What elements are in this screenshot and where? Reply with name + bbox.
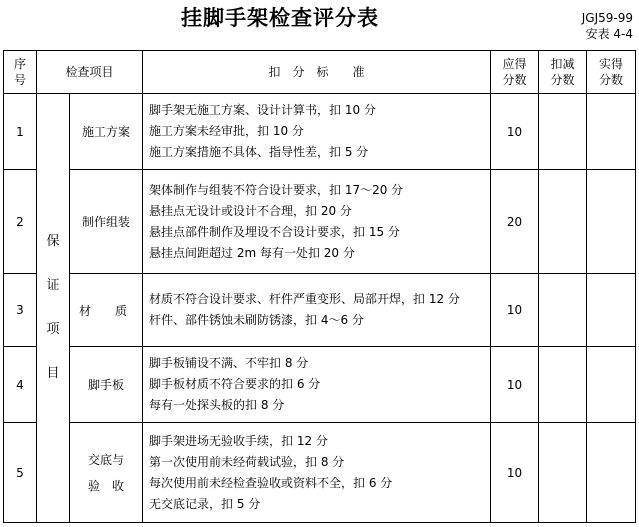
- table-row: [4, 347, 636, 423]
- row-item: 脚手板: [70, 347, 143, 423]
- row-item-line: 交底与: [88, 452, 125, 467]
- criteria-line: 脚手架进场无验收手续，扣 12 分: [149, 433, 328, 448]
- header-actual-score: 实得分数: [587, 51, 636, 94]
- row-criteria: [143, 347, 491, 423]
- criteria-line: 脚手架无施工方案、设计计算书，扣 10 分: [149, 103, 376, 117]
- row-should-score: 10: [491, 274, 539, 347]
- row-seq: 3: [4, 274, 37, 347]
- row-deduct-score[interactable]: [539, 274, 587, 347]
- row-seq: 5: [4, 423, 37, 523]
- criteria-line: 杆件、部件锈蚀未刷防锈漆，扣 4～6 分: [149, 313, 364, 327]
- row-seq: 2: [4, 170, 37, 274]
- table-row: [4, 423, 636, 523]
- header-criteria: 扣 分 标 准: [143, 51, 491, 94]
- group-label: [37, 94, 70, 523]
- row-criteria: [143, 423, 491, 523]
- criteria-line: 悬挂点无设计或设计不合理，扣 20 分: [149, 203, 352, 218]
- row-item: 制作组装: [70, 170, 143, 274]
- row-item-line: 验 收: [88, 478, 125, 493]
- header-deduct-score: 扣减分数: [539, 51, 587, 94]
- row-should-score: 10: [491, 347, 539, 423]
- group-label-char: 项: [46, 322, 60, 337]
- row-deduct-score[interactable]: [539, 170, 587, 274]
- standard-code: JGJ59-99: [581, 11, 633, 25]
- header-row: [4, 51, 636, 94]
- header-item: 检查项目: [37, 51, 143, 94]
- row-criteria: [143, 94, 491, 170]
- row-actual-score[interactable]: [587, 274, 636, 347]
- standard-code-block: [582, 10, 633, 42]
- row-actual-score[interactable]: [587, 170, 636, 274]
- row-deduct-score[interactable]: [539, 423, 587, 523]
- table-row: [4, 170, 636, 274]
- criteria-line: 悬挂点间距超过 2m 每有一处扣 20 分: [149, 245, 355, 260]
- header-seq: 序号: [4, 51, 37, 94]
- row-actual-score[interactable]: [587, 94, 636, 170]
- criteria-line: 每有一处探头板的扣 8 分: [149, 398, 285, 412]
- group-label-char: 目: [46, 366, 60, 381]
- table-row: [4, 274, 636, 347]
- group-label-char: 证: [46, 278, 60, 293]
- row-seq: 4: [4, 347, 37, 423]
- group-label-char: 保: [46, 234, 60, 249]
- row-deduct-score[interactable]: [539, 347, 587, 423]
- row-should-score: 10: [491, 423, 539, 523]
- row-actual-score[interactable]: [587, 423, 636, 523]
- criteria-line: 材质不符合设计要求、杆件严重变形、局部开焊，扣 12 分: [149, 292, 460, 306]
- table-row: [4, 94, 636, 170]
- criteria-line: 施工方案未经审批，扣 10 分: [149, 124, 304, 138]
- criteria-line: 脚手板铺设不满、不牢扣 8 分: [149, 356, 309, 370]
- row-deduct-score[interactable]: [539, 94, 587, 170]
- row-item: [70, 423, 143, 523]
- page-title: 挂脚手架检查评分表: [181, 6, 379, 30]
- row-should-score: 10: [491, 94, 539, 170]
- row-item: 施工方案: [70, 94, 143, 170]
- table-reference: 安表 4-4: [585, 27, 633, 41]
- row-criteria: [143, 274, 491, 347]
- criteria-line: 施工方案措施不具体、指导性差，扣 5 分: [149, 145, 369, 159]
- row-should-score: 20: [491, 170, 539, 274]
- criteria-line: 架体制作与组装不符合设计要求，扣 17～20 分: [149, 182, 404, 197]
- row-seq: 1: [4, 94, 37, 170]
- criteria-line: 脚手板材质不符合要求的扣 6 分: [149, 377, 321, 391]
- row-criteria: [143, 170, 491, 274]
- row-actual-score[interactable]: [587, 347, 636, 423]
- criteria-line: 悬挂点部件制作及埋设不合设计要求，扣 15 分: [149, 224, 400, 239]
- criteria-line: 第一次使用前未经荷载试验，扣 8 分: [149, 454, 345, 469]
- score-table: [3, 50, 636, 523]
- row-item: 材 质: [70, 274, 143, 347]
- criteria-line: 每次使用前未经检查验收或资料不全，扣 6 分: [149, 475, 393, 490]
- criteria-line: 无交底记录，扣 5 分: [149, 496, 261, 511]
- header-should-score: 应得分数: [491, 51, 539, 94]
